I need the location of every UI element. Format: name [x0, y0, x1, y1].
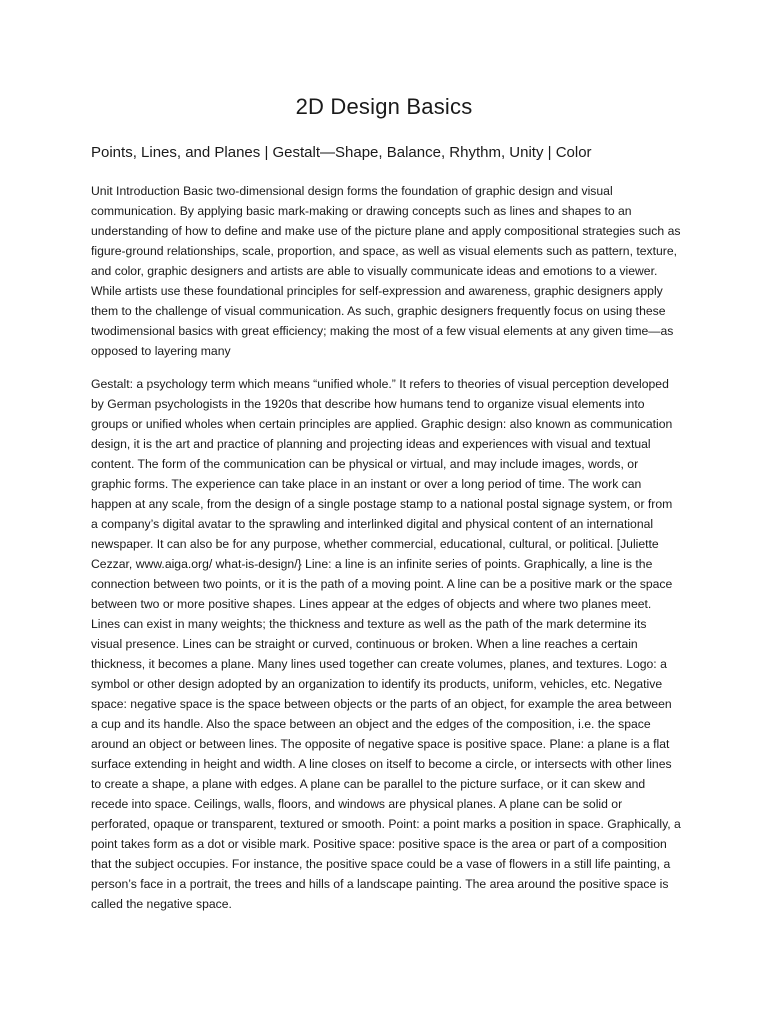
page-subtitle: Points, Lines, and Planes | Gestalt—Shape, Balance, Rhythm, Unity | Color [91, 144, 592, 161]
paragraph-glossary: Gestalt: a psychology term which means “unified whole.” It refers to theories of visual perception developed by German psychologists in the 1920s that describe how humans tend to organize visual elements into groups or unified wholes when certain principles are applied. Graphic design: also known as communication design, it is the art and practice of planning and projecting ideas and experiences with visual and textual content. The form of the communication can be physical or virtual, and may include images, words, or graphic forms. The experience can take place in an instant or over a long period of time. The work can happen at any scale, from the design of a single postage stamp to a national postal signage system, or from a company’s digital avatar to the sprawling and interlinked digital and physical content of an international newspaper. It can also be for any purpose, whether commercial, educational, cultural, or political. [Juliette Cezzar, www.aiga.org/ what-is-design/} Line: a line is an infinite series of points. Graphically, a line is the connection between two points, or it is the path of a moving point. A line can be a positive mark or the space between two or more positive shapes. Lines appear at the edges of objects and where two planes meet. Lines can exist in many weights; the thickness and texture as well as the path of the mark determine its visual presence. Lines can be straight or curved, continuous or broken. When a line reaches a certain thickness, it becomes a plane. Many lines used together can create volumes, planes, and textures. Logo: a symbol or other design adopted by an organization to identify its products, uniform, vehicles, etc. Negative space: negative space is the space between objects or the parts of an object, for example the area between a cup and its handle. Also the space between an object and the edges of the composition, i.e. the space around an object or between lines. The opposite of negative space is positive space. Plane: a plane is a flat surface extending in height and width. A line closes on itself to become a circle, or intersects with other lines to create a shape, a plane with edges. A plane can be parallel to the picture surface, or it can skew and recede into space. Ceilings, walls, floors, and windows are physical planes. A plane can be solid or perforated, opaque or transparent, textured or smooth. Point: a point marks a position in space. Graphically, a point takes form as a dot or visible mark. Positive space: positive space is the area or part of a composition that the subject occupies. For instance, the positive space could be a vase of flowers in a still life painting, a person’s face in a portrait, the trees and hills of a landscape painting. The area around the positive space is called the negative space. [91, 377, 681, 911]
page-title: 2D Design Basics [295, 94, 473, 119]
paragraph-introduction: Unit Introduction Basic two-dimensional design forms the foundation of graphic design and visual communication. By applying basic mark-making or drawing concepts such as lines and shapes to an understanding of how to define and make use of the picture plane and apply compositional strategies such as figure-ground relationships, scale, proportion, and space, as well as visual elements such as pattern, texture, and color, graphic designers and artists are able to visually communicate ideas and emotions to a viewer. While artists use these foundational principles for self-expression and awareness, graphic designers apply them to the challenge of visual communication. As such, graphic designers frequently focus on using these twodimensional basics with great efficiency; making the most of a few visual elements at any given time—as opposed to layering many [91, 184, 681, 358]
